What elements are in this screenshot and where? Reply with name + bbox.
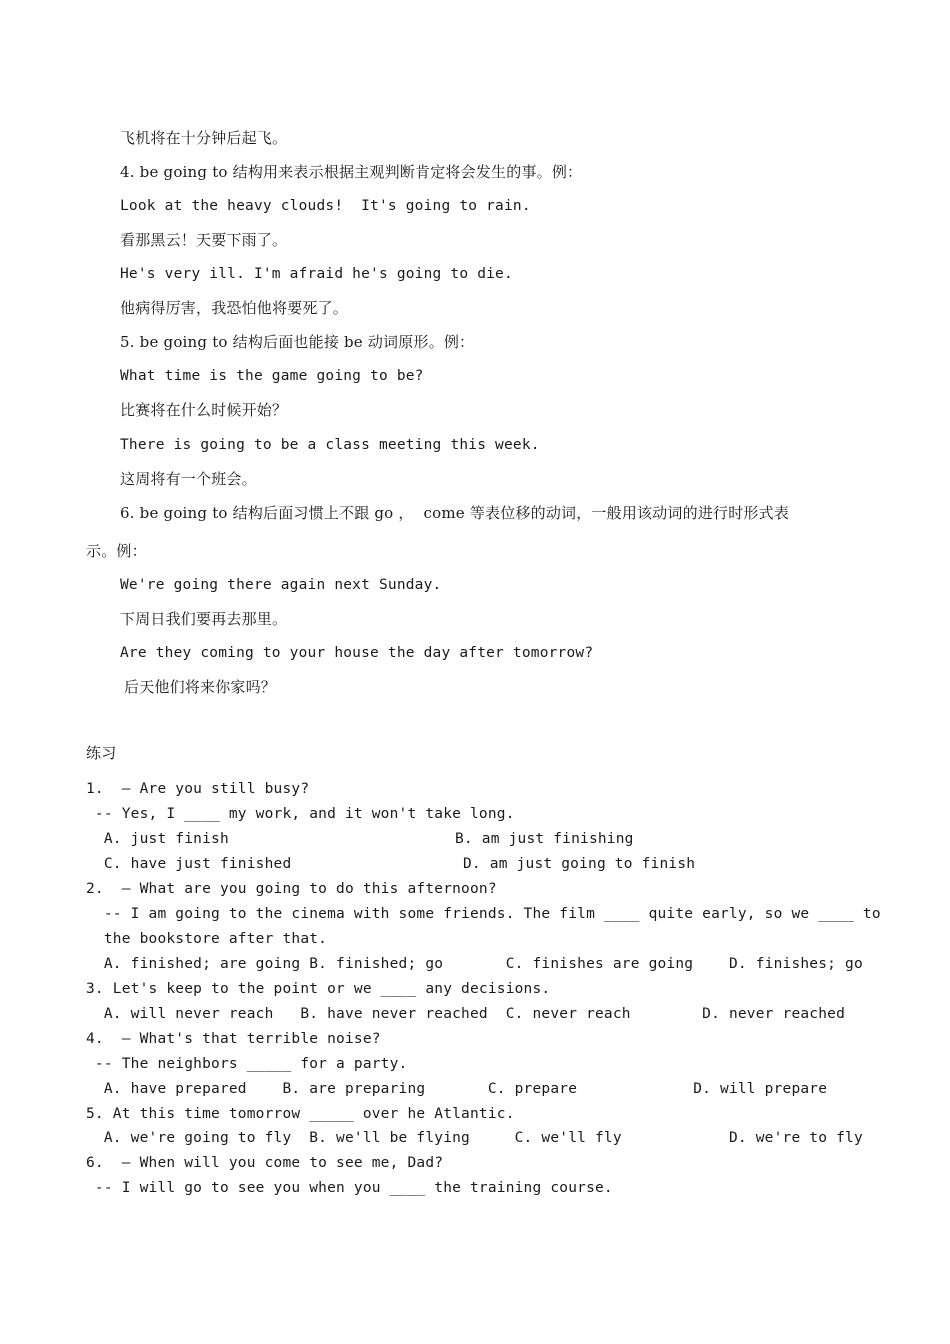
example-translation: 后天他们将来你家吗？ bbox=[124, 678, 277, 696]
note-line: 飞机将在十分钟后起飞。 bbox=[120, 129, 288, 147]
question-2: 2. – What are you going to do this afternoon? bbox=[86, 881, 497, 897]
question-4-options: A. have prepared B. are preparing C. prepare D. will prepare bbox=[86, 1081, 828, 1097]
question-5-options: A. we're going to fly B. we'll be flying C. we'll fly D. we're to fly bbox=[86, 1130, 863, 1146]
question-6: 6. – When will you come to see me, Dad? bbox=[86, 1155, 444, 1171]
option-d: D. am just going to finish bbox=[463, 856, 696, 872]
question-4-blank: -- The neighbors _____ for a party. bbox=[86, 1056, 408, 1072]
question-1-blank: -- Yes, I ____ my work, and it won't take long. bbox=[86, 806, 515, 822]
example-translation: 比赛将在什么时候开始？ bbox=[120, 401, 288, 419]
question-2-cont: the bookstore after that. bbox=[86, 931, 328, 947]
question-2-blank: -- I am going to the cinema with some friends. The film ____ quite early, so we ____ to bbox=[86, 906, 881, 922]
example-translation: 这周将有一个班会。 bbox=[120, 470, 257, 488]
option-b: B. am just finishing bbox=[455, 831, 634, 847]
example-sentence: What time is the game going to be? bbox=[120, 368, 424, 384]
question-5: 5. At this time tomorrow _____ over he Atlantic. bbox=[86, 1106, 515, 1122]
note-line: 6. be going to 结构后面习惯上不跟 go ， come 等表位移的动词，一般用该动词的进行时形式表 bbox=[120, 504, 790, 522]
option-c: C. have just finished bbox=[86, 856, 292, 872]
note-line: 示。例： bbox=[86, 542, 147, 560]
example-sentence: Are they coming to your house the day after tomorrow? bbox=[120, 645, 594, 661]
question-1: 1. – Are you still busy? bbox=[86, 781, 310, 797]
example-sentence: Look at the heavy clouds! It's going to rain. bbox=[120, 198, 531, 214]
option-a: A. just finish bbox=[86, 831, 229, 847]
note-line: 4. be going to 结构用来表示根据主观判断肯定将会发生的事。例： bbox=[120, 163, 583, 181]
question-3: 3. Let's keep to the point or we ____ any decisions. bbox=[86, 981, 551, 997]
question-6-blank: -- I will go to see you when you ____ the training course. bbox=[86, 1180, 613, 1196]
example-translation: 看那黑云！天要下雨了。 bbox=[120, 231, 288, 249]
example-sentence: There is going to be a class meeting this week. bbox=[120, 437, 540, 453]
example-sentence: We're going there again next Sunday. bbox=[120, 577, 442, 593]
exercise-title: 练习 bbox=[86, 744, 117, 762]
question-2-options: A. finished; are going B. finished; go C. finishes are going D. finishes; go bbox=[86, 956, 863, 972]
example-translation: 他病得厉害，我恐怕他将要死了。 bbox=[120, 299, 349, 317]
example-sentence: He's very ill. I'm afraid he's going to die. bbox=[120, 266, 513, 282]
example-translation: 下周日我们要再去那里。 bbox=[120, 610, 288, 628]
note-line: 5. be going to 结构后面也能接 be 动词原形。例： bbox=[120, 333, 475, 351]
question-3-options: A. will never reach B. have never reached C. never reach D. never reached bbox=[86, 1006, 846, 1022]
question-4: 4. – What's that terrible noise? bbox=[86, 1031, 381, 1047]
